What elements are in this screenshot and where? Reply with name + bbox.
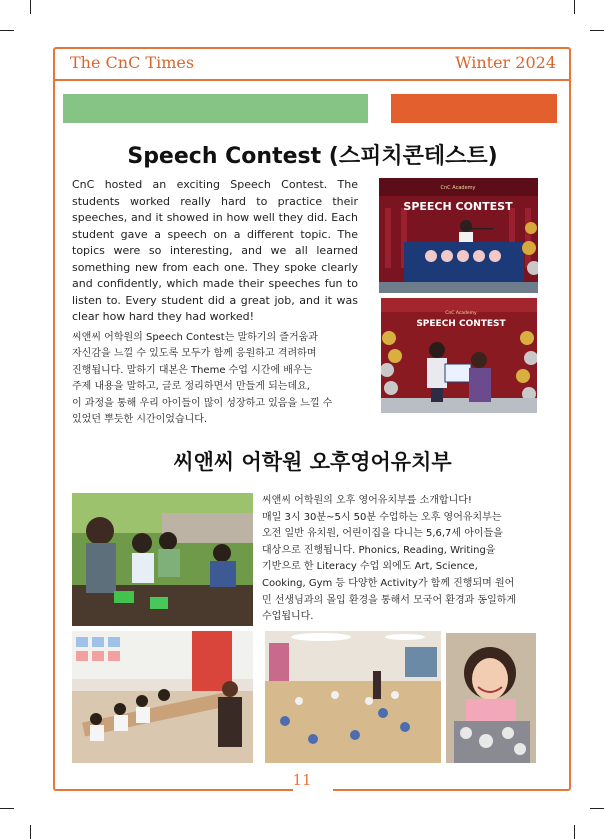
crop-mark xyxy=(574,0,575,14)
speech-contest-title: Speech Contest (스피치콘테스트) xyxy=(127,144,498,169)
crop-mark xyxy=(574,825,575,839)
child-portrait-photo xyxy=(446,633,536,763)
crop-mark xyxy=(590,808,604,809)
crop-mark xyxy=(30,0,31,14)
publication-name: The CnC Times xyxy=(70,53,195,72)
speech-contest-english-text: CnC hosted an exciting Speech Contest. The students worked really hard to practice their speeches, and it showed in how well they did. Each student gave a speech on a different topic. The topics were so interesting, and we all learned something new from each one. They spoke clearly and confidently, which made their speeches fun to listen to. Every student did a great job, and it was clear how hard they had worked! xyxy=(72,178,358,323)
svg-text:CnC Academy: CnC Academy xyxy=(445,311,477,316)
green-banner-bar xyxy=(63,94,368,123)
speech-contest-korean-text: 씨앤씨 어학원의 Speech Contest는 말하기의 즐거움과 자신감을 느낄 수 있도록 모두가 함께 응원하고 격려하며 진행됩니다. 말하기 대본은 Theme 수업 시간에 배우는 주제 내용을 말하고, 글로 정리하면서 만들게 되는데요, 이 과정을 통해 우리 아이들이 많이 성장하고 있음을 느낄 수 있었던 뿌듯한 시간이었습니다. xyxy=(72,332,333,426)
issue-label: Winter 2024 xyxy=(455,53,556,72)
crop-mark xyxy=(0,30,14,31)
page-number: 11 xyxy=(292,771,312,789)
crop-mark xyxy=(590,30,604,31)
orange-banner-bar xyxy=(391,94,557,123)
speech-contest-award-photo xyxy=(381,298,537,413)
svg-text:CnC Academy: CnC Academy xyxy=(440,185,476,191)
classroom-photo xyxy=(72,631,253,763)
svg-text:SPEECH CONTEST: SPEECH CONTEST xyxy=(403,200,513,213)
gym-activity-photo xyxy=(265,631,441,763)
speech-contest-stage-photo xyxy=(379,178,538,293)
header-divider xyxy=(53,79,571,81)
garden-activity-photo xyxy=(72,493,253,626)
crop-mark xyxy=(30,825,31,839)
svg-text:SPEECH CONTEST: SPEECH CONTEST xyxy=(416,319,506,329)
kindergarten-title: 씨앤씨 어학원 오후영어유치부 xyxy=(173,450,452,474)
kindergarten-korean-text: 씨앤씨 어학원의 오후 영어유치부를 소개합니다! 매일 3시 30분~5시 50분 수업하는 오후 영어유치부는 오전 일반 유치원, 어린이집을 다니는 5,6,7세 아이들을 대상으로 진행됩니다. Phonics, Reading, Writing을 기반으로 한 Literacy 수업 외에도 Art, Science, Cooking, Gym 등 다양한 Activity가 함께 진행되며 원어 민 선생님과의 몰입 환경을 통해서 모국어 환경과 동일하게 수업됩니다. xyxy=(262,495,517,623)
crop-mark xyxy=(0,808,14,809)
